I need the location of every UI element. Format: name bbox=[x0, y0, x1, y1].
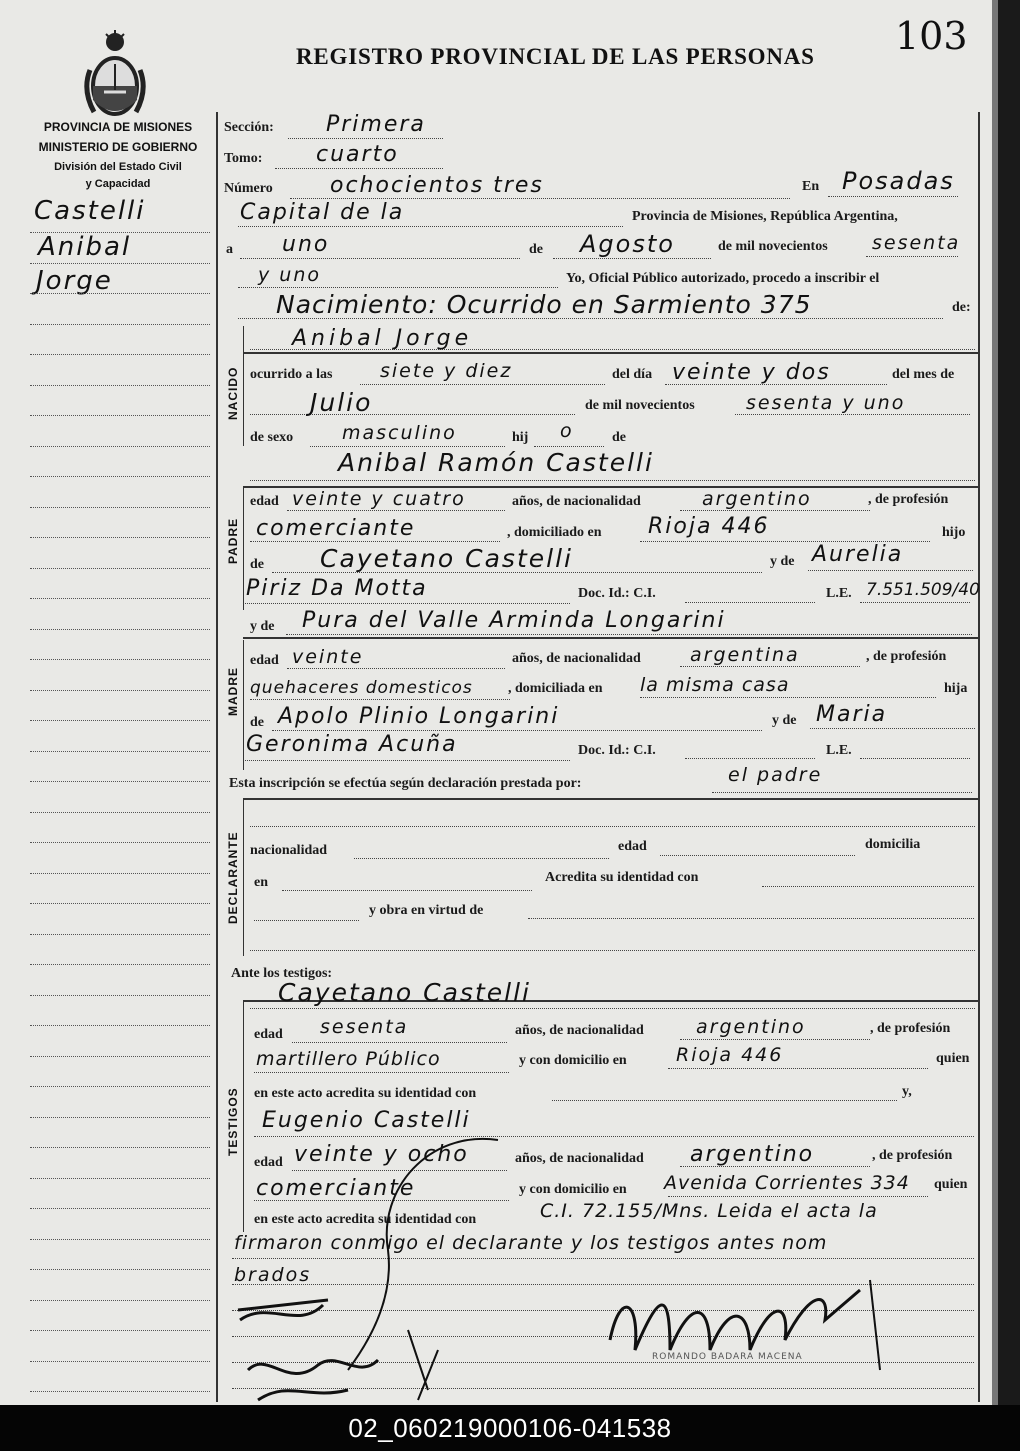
margin-rule bbox=[216, 112, 218, 1402]
w2-anos-label: años, de nacionalidad bbox=[515, 1151, 644, 1166]
madre-nacionalidad-value: argentina bbox=[690, 644, 800, 666]
province-text: Provincia de Misiones, República Argentina, bbox=[632, 209, 898, 224]
dots bbox=[238, 287, 558, 288]
closing-line-2: brados bbox=[234, 1264, 312, 1286]
margin-line bbox=[30, 507, 210, 508]
scan-edge bbox=[992, 0, 1020, 1405]
padre-y-de-label: y de bbox=[770, 554, 795, 569]
dots bbox=[240, 258, 520, 259]
tomo-label: Tomo: bbox=[224, 151, 263, 166]
dots bbox=[245, 760, 570, 761]
event-value: Nacimiento: Ocurrido en Sarmiento 375 bbox=[276, 290, 812, 319]
margin-line bbox=[30, 1056, 210, 1057]
w2-acredita-label: en este acto acredita su identidad con bbox=[254, 1212, 477, 1227]
dots bbox=[553, 258, 711, 259]
a-label: a bbox=[226, 242, 233, 257]
dots bbox=[254, 1072, 509, 1073]
padre-edad-value: veinte y cuatro bbox=[292, 488, 466, 510]
seccion-label: Sección: bbox=[224, 120, 274, 135]
declarante-domicilia-label: domicilia bbox=[865, 837, 921, 852]
dots bbox=[250, 699, 510, 700]
margin-line bbox=[30, 659, 210, 660]
madre-y-de-lower: y de bbox=[250, 619, 275, 634]
officer-stamp-text: ROMANDO BADARA MACENA bbox=[652, 1352, 803, 1362]
w2-domicilio-value: Avenida Corrientes 334 bbox=[664, 1172, 910, 1194]
madre-hija-label: hija bbox=[944, 681, 968, 696]
margin-line bbox=[30, 1300, 210, 1301]
dots bbox=[292, 1042, 507, 1043]
madre-name: Pura del Valle Arminda Longarini bbox=[302, 608, 726, 633]
dots bbox=[360, 384, 605, 385]
day-value: uno bbox=[282, 232, 330, 257]
padre-rule bbox=[243, 486, 244, 610]
margin-surname: Castelli bbox=[34, 196, 146, 226]
madre-y-de-label: y de bbox=[772, 713, 797, 728]
sexo-label: de sexo bbox=[250, 430, 294, 445]
dots bbox=[287, 668, 505, 669]
w1-profesion-value: martillero Público bbox=[256, 1048, 441, 1070]
margin-line bbox=[30, 1025, 210, 1026]
dots bbox=[828, 196, 958, 197]
margin-line bbox=[30, 812, 210, 813]
madre-doc-label: Doc. Id.: C.I. bbox=[578, 743, 656, 758]
witness-signature-scribble bbox=[228, 1130, 548, 1405]
madre-mother-of-2: Geronima Acuña bbox=[246, 732, 458, 757]
dots bbox=[290, 198, 790, 199]
w1-domicilio-value: Rioja 446 bbox=[676, 1044, 784, 1066]
padre-anos-label: años, de nacionalidad bbox=[512, 494, 641, 509]
dots bbox=[680, 666, 860, 667]
sep bbox=[243, 352, 978, 354]
margin-line bbox=[30, 1391, 210, 1392]
closing-line-1: firmaron conmigo el declarante y los testigos antes nom bbox=[234, 1232, 828, 1254]
margin-line bbox=[30, 1178, 210, 1179]
dots bbox=[310, 446, 505, 447]
margin-line bbox=[30, 324, 210, 325]
dots bbox=[287, 510, 505, 511]
declarante-edad-label: edad bbox=[618, 839, 647, 854]
margin-line bbox=[30, 568, 210, 569]
margin-line bbox=[30, 842, 210, 843]
en-label: En bbox=[802, 179, 820, 194]
sep bbox=[243, 798, 978, 800]
dots bbox=[860, 758, 970, 759]
dots bbox=[275, 168, 443, 169]
dots bbox=[712, 792, 972, 793]
margin-line bbox=[30, 415, 210, 416]
nacido-month-value: Julio bbox=[310, 388, 373, 417]
seccion-value: Primera bbox=[326, 112, 426, 137]
margin-line bbox=[30, 293, 210, 294]
declarante-value: el padre bbox=[728, 764, 823, 786]
dots bbox=[808, 570, 973, 571]
dots bbox=[735, 414, 970, 415]
dots bbox=[250, 950, 975, 951]
margin-line bbox=[30, 1239, 210, 1240]
dots bbox=[668, 1196, 928, 1197]
padre-nacionalidad-value: argentino bbox=[702, 488, 812, 510]
margin-line bbox=[30, 598, 210, 599]
declarante-en-label: en bbox=[254, 875, 268, 890]
padre-domiciliado-label: , domiciliado en bbox=[507, 525, 602, 540]
dots bbox=[685, 602, 815, 603]
madre-father-of: Apolo Plinio Longarini bbox=[278, 704, 560, 729]
margin-line bbox=[30, 903, 210, 904]
margin-line bbox=[30, 537, 210, 538]
division-label: División del Estado Civil bbox=[54, 161, 182, 173]
dots bbox=[250, 541, 500, 542]
scan-id-footer: 02_060219000106-041538 bbox=[0, 1405, 1020, 1451]
margin-line bbox=[30, 934, 210, 935]
nacido-year-label: de mil novecientos bbox=[585, 398, 695, 413]
tomo-value: cuarto bbox=[316, 142, 399, 167]
w2-domicilio-label: y con domicilio en bbox=[519, 1182, 627, 1197]
hour-value: siete y diez bbox=[380, 360, 513, 382]
w1-anos-label: años, de nacionalidad bbox=[515, 1023, 644, 1038]
year-value-1: sesenta bbox=[872, 232, 961, 254]
dots bbox=[238, 226, 623, 227]
declarante-acredita-label: Acredita su identidad con bbox=[545, 870, 699, 885]
dots bbox=[552, 1100, 897, 1101]
declarante-rule bbox=[243, 800, 244, 956]
mes-label: del mes de bbox=[892, 367, 955, 382]
page-title: REGISTRO PROVINCIAL DE LAS PERSONAS bbox=[296, 44, 815, 69]
ocurrido-label: ocurrido a las bbox=[250, 367, 333, 382]
margin-line bbox=[30, 1208, 210, 1209]
coat-of-arms-icon bbox=[84, 30, 146, 125]
child-name: Anibal Jorge bbox=[292, 326, 473, 351]
margin-line bbox=[30, 873, 210, 874]
madre-rule bbox=[243, 640, 244, 770]
padre-doc-label: Doc. Id.: C.I. bbox=[578, 586, 656, 601]
dots bbox=[680, 1039, 870, 1040]
madre-edad-value: veinte bbox=[292, 646, 364, 668]
margin-name2: Jorge bbox=[36, 266, 113, 296]
sep bbox=[243, 637, 978, 639]
dots bbox=[866, 256, 958, 257]
madre-edad-label: edad bbox=[250, 653, 279, 668]
de-colon: de: bbox=[952, 300, 971, 315]
padre-profesion-value: comerciante bbox=[256, 516, 416, 541]
dots bbox=[282, 890, 532, 891]
margin-line bbox=[30, 263, 210, 264]
ministry-label: MINISTERIO DE GOBIERNO bbox=[38, 140, 198, 154]
w2-edad-label: edad bbox=[254, 1155, 283, 1170]
de-label: de bbox=[529, 242, 543, 257]
padre-name: Anibal Ramón Castelli bbox=[338, 448, 654, 477]
margin-line bbox=[30, 964, 210, 965]
dots bbox=[250, 826, 975, 827]
nacido-de-label: de bbox=[612, 430, 626, 445]
dots bbox=[860, 602, 970, 603]
nacido-rule bbox=[243, 326, 244, 446]
margin-line bbox=[30, 751, 210, 752]
padre-label: PADRE bbox=[226, 517, 240, 564]
margin-line bbox=[30, 232, 210, 233]
declarante-nacionalidad-label: nacionalidad bbox=[250, 843, 328, 858]
hij-value: o bbox=[560, 420, 574, 442]
margin-name1: Anibal bbox=[38, 232, 132, 262]
oficial-text: Yo, Oficial Público autorizado, procedo a inscribir el bbox=[566, 271, 880, 286]
numero-value: ochocientos tres bbox=[330, 173, 544, 198]
capacity-label: y Capacidad bbox=[85, 178, 151, 190]
w1-quien-label: quien bbox=[936, 1051, 970, 1066]
margin-line bbox=[30, 995, 210, 996]
dots bbox=[762, 886, 974, 887]
province-label: PROVINCIA DE MISIONES bbox=[43, 120, 193, 134]
dots bbox=[245, 603, 570, 604]
padre-le-value: 7.551.509/40 bbox=[866, 580, 980, 600]
w2-profesion-label: , de profesión bbox=[872, 1148, 953, 1163]
right-rule bbox=[978, 112, 980, 1402]
padre-de-label: de bbox=[250, 557, 264, 572]
w2-quien-label: quien bbox=[934, 1177, 968, 1192]
declarante-obra-label: y obra en virtud de bbox=[369, 903, 484, 918]
dots bbox=[288, 138, 443, 139]
w1-domicilio-label: y con domicilio en bbox=[519, 1053, 627, 1068]
margin-line bbox=[30, 781, 210, 782]
padre-father-of: Cayetano Castelli bbox=[320, 544, 573, 573]
nacido-year-value: sesenta y uno bbox=[746, 392, 906, 414]
madre-label: MADRE bbox=[226, 667, 240, 716]
margin-line bbox=[30, 690, 210, 691]
dots bbox=[272, 730, 762, 731]
dots bbox=[534, 446, 604, 447]
dots bbox=[286, 634, 972, 635]
w2-nacionalidad-value: argentino bbox=[690, 1142, 815, 1167]
dots bbox=[250, 1008, 975, 1009]
padre-mother-of-2: Piriz Da Motta bbox=[246, 576, 428, 601]
margin-line bbox=[30, 446, 210, 447]
w1-nacionalidad-value: argentino bbox=[696, 1016, 806, 1038]
sexo-value: masculino bbox=[342, 422, 457, 444]
hij-label: hij bbox=[512, 430, 529, 445]
padre-edad-label: edad bbox=[250, 494, 279, 509]
w1-y-label: y, bbox=[902, 1084, 912, 1099]
madre-profesion-value: quehaceres domesticos bbox=[250, 678, 473, 698]
dots bbox=[660, 855, 855, 856]
dots bbox=[254, 920, 359, 921]
margin-line bbox=[30, 1269, 210, 1270]
officer-signature bbox=[600, 1270, 900, 1390]
w1-edad-label: edad bbox=[254, 1027, 283, 1042]
nacido-label: NACIDO bbox=[226, 366, 240, 420]
dots bbox=[250, 480, 975, 481]
dots bbox=[354, 858, 609, 859]
margin-line bbox=[30, 1086, 210, 1087]
w1-profesion-label: , de profesión bbox=[870, 1021, 951, 1036]
padre-mother-of-1: Aurelia bbox=[812, 542, 904, 567]
dots bbox=[250, 414, 575, 415]
w1-name: Cayetano Castelli bbox=[278, 978, 531, 1007]
margin-line bbox=[30, 720, 210, 721]
w1-acredita-label: en este acto acredita su identidad con bbox=[254, 1086, 477, 1101]
padre-profesion-label: , de profesión bbox=[868, 492, 949, 507]
year-label: de mil novecientos bbox=[718, 239, 828, 254]
month-value: Agosto bbox=[580, 230, 675, 258]
madre-le-label: L.E. bbox=[826, 743, 852, 758]
margin-line bbox=[30, 354, 210, 355]
w2-profesion-value: comerciante bbox=[256, 1176, 416, 1201]
margin-line bbox=[30, 476, 210, 477]
capital-value: Capital de la bbox=[240, 200, 405, 225]
year-value-2: y uno bbox=[258, 264, 321, 286]
page-number: 103 bbox=[895, 14, 968, 58]
padre-hijo-label: hijo bbox=[942, 525, 966, 540]
en-value: Posadas bbox=[842, 167, 955, 195]
margin-line bbox=[30, 629, 210, 630]
declarante-label: DECLARANTE bbox=[226, 831, 240, 924]
w1-edad-value: sesenta bbox=[320, 1016, 409, 1038]
margin-line bbox=[30, 385, 210, 386]
nacido-day-value: veinte y dos bbox=[672, 360, 831, 385]
madre-mother-of-1: Maria bbox=[816, 702, 888, 727]
margin-line bbox=[30, 1330, 210, 1331]
madre-de-label: de bbox=[250, 715, 264, 730]
margin-line bbox=[30, 1117, 210, 1118]
testigos-label: TESTIGOS bbox=[226, 1087, 240, 1156]
dots bbox=[640, 697, 936, 698]
madre-domicilio-value: la misma casa bbox=[640, 674, 790, 696]
dots bbox=[810, 728, 975, 729]
numero-label: Número bbox=[224, 181, 273, 196]
dots bbox=[680, 510, 870, 511]
madre-anos-label: años, de nacionalidad bbox=[512, 651, 641, 666]
margin-line bbox=[30, 1361, 210, 1362]
padre-le-label: L.E. bbox=[826, 586, 852, 601]
dots bbox=[528, 918, 974, 919]
ante-label: Ante los testigos: bbox=[231, 966, 333, 981]
dia-label: del día bbox=[612, 367, 653, 382]
inscripcion-text: Esta inscripción se efectúa según declaración prestada por: bbox=[229, 776, 582, 791]
madre-domiciliada-label: , domiciliada en bbox=[508, 681, 603, 696]
padre-domicilio-value: Rioja 446 bbox=[648, 514, 770, 539]
margin-line bbox=[30, 1147, 210, 1148]
dots bbox=[685, 758, 815, 759]
w2-acredita-value: C.I. 72.155/Mns. Leida el acta la bbox=[540, 1200, 878, 1222]
w2-name: Eugenio Castelli bbox=[262, 1108, 471, 1133]
madre-profesion-label: , de profesión bbox=[866, 649, 947, 664]
w2-edad-value: veinte y ocho bbox=[294, 1142, 469, 1167]
dots bbox=[668, 1068, 928, 1069]
